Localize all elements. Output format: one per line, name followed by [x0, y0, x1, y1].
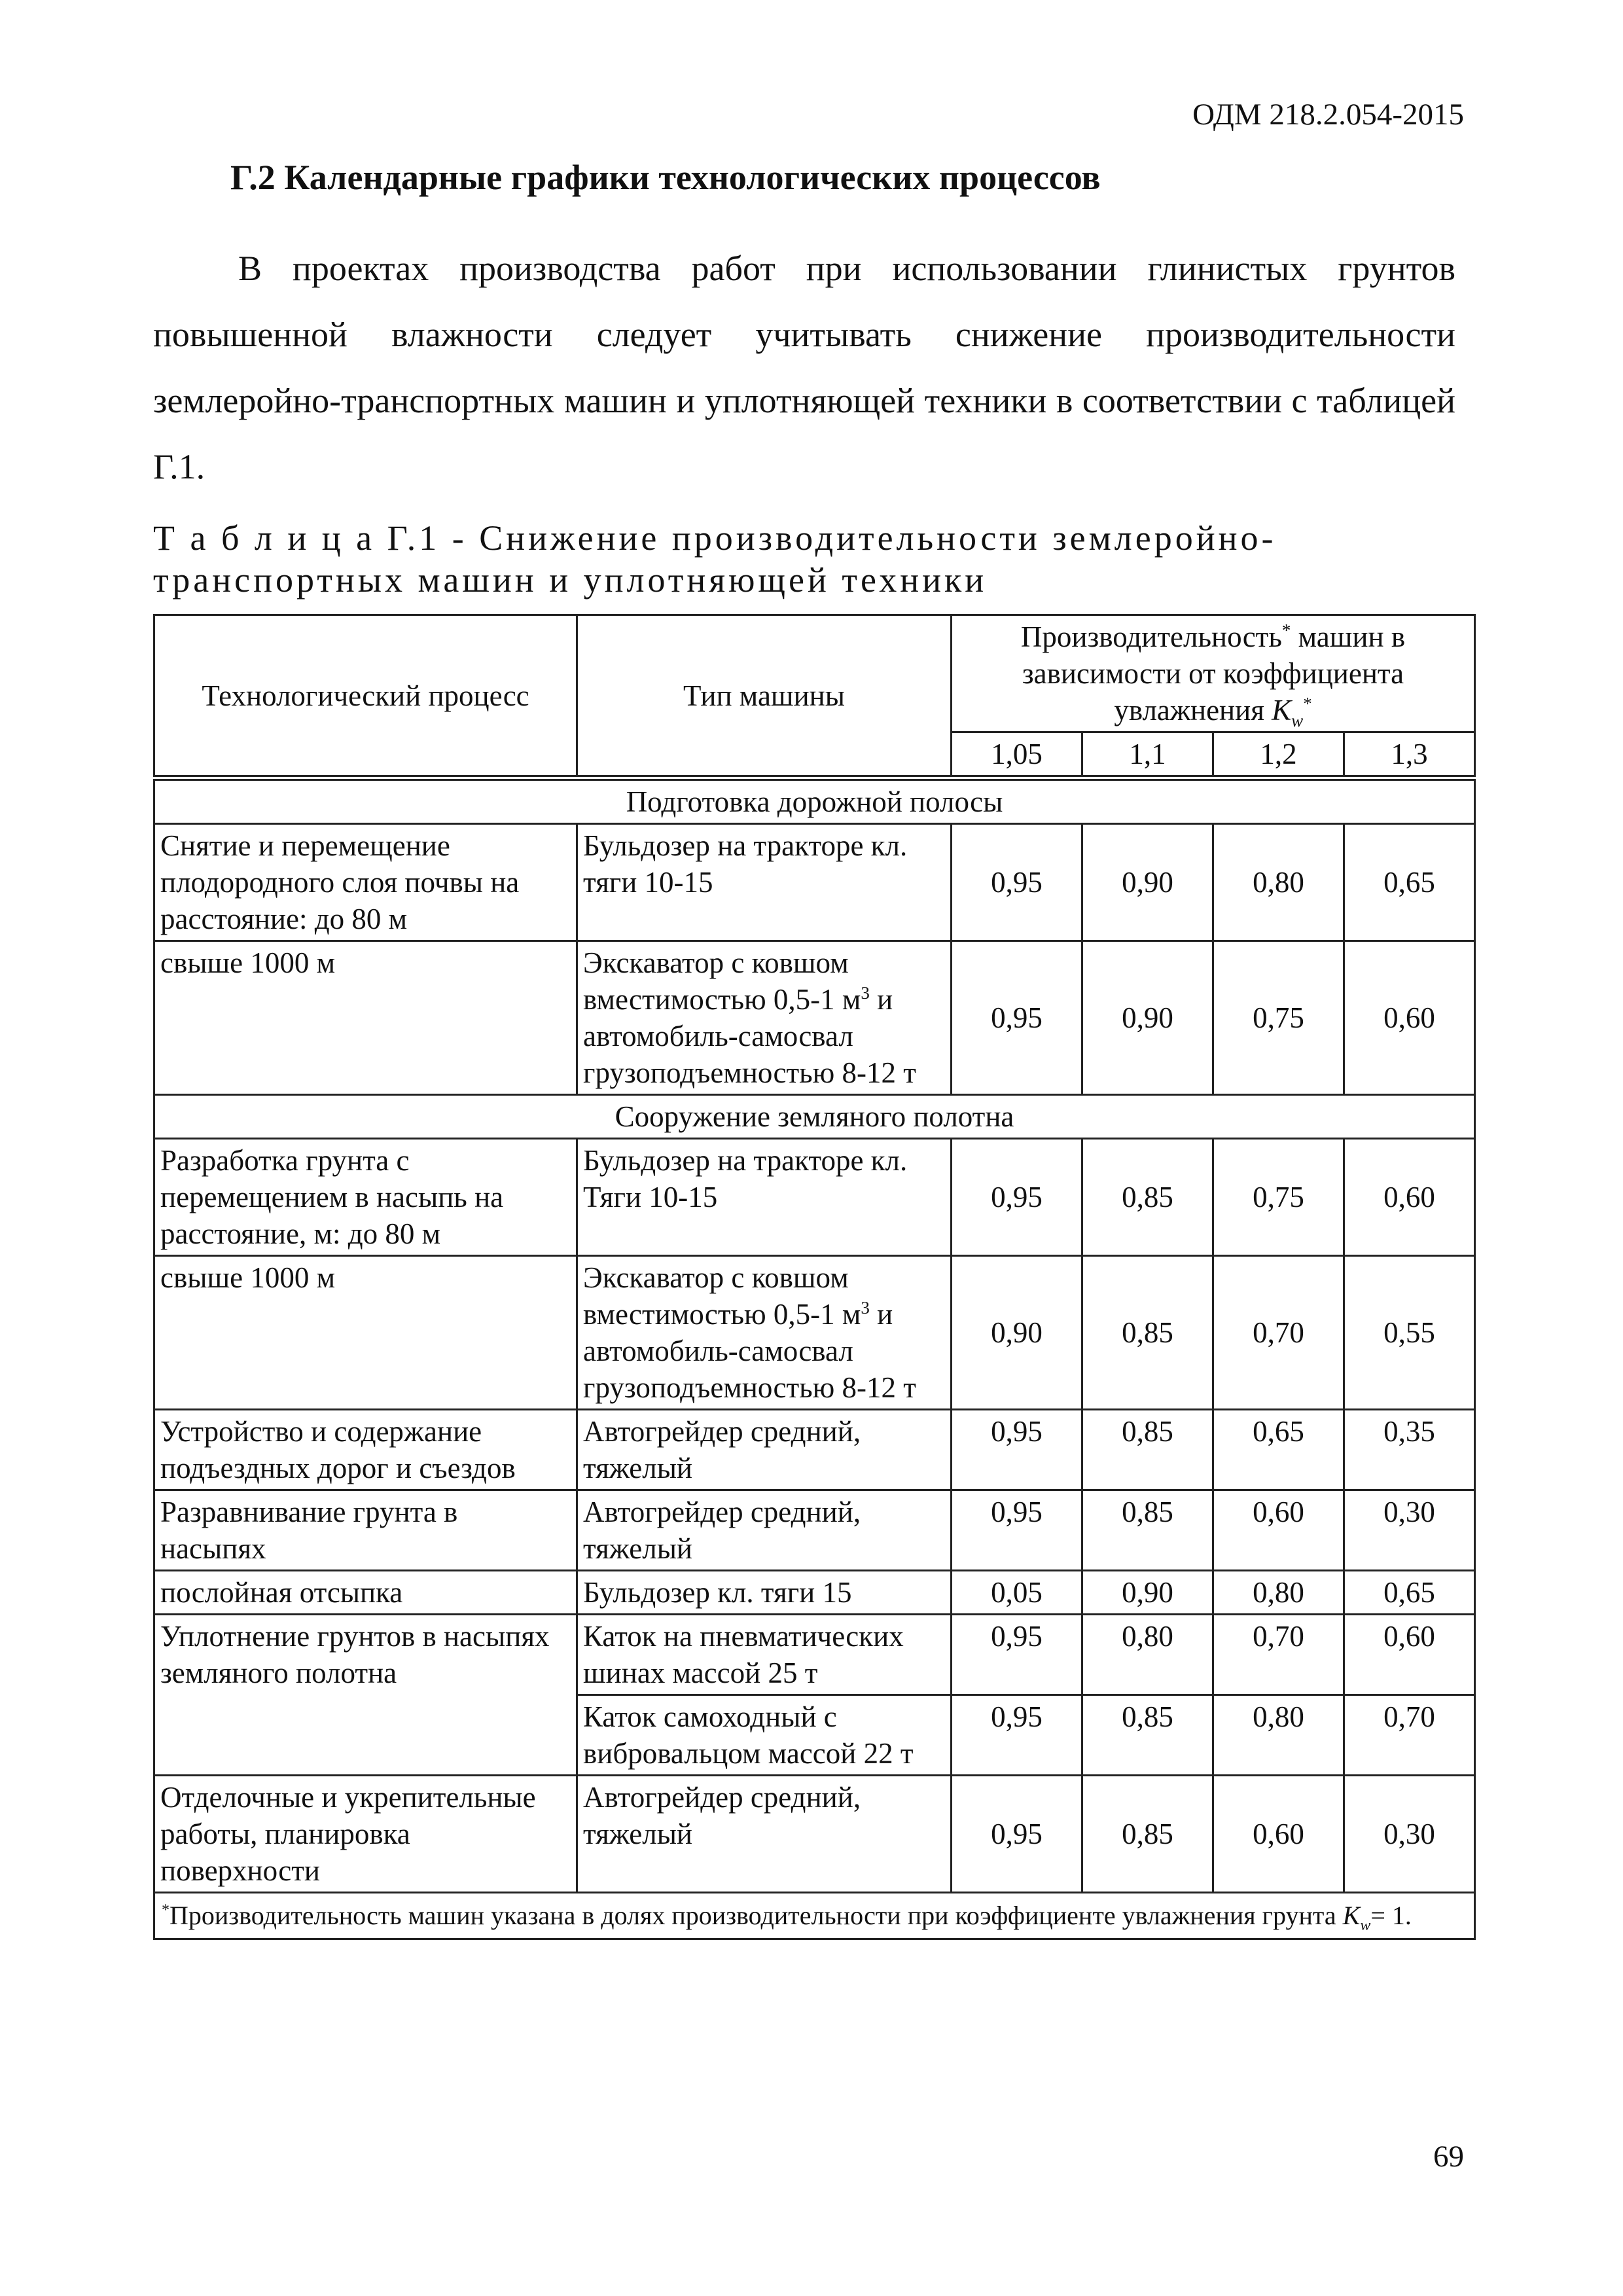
table-row: [154, 1490, 1475, 1571]
table-caption-line-2: транспортных машин и уплотняющей техники: [153, 560, 988, 600]
k-symbol: K: [1272, 694, 1292, 726]
cell-value: 0,80: [1213, 1695, 1344, 1776]
cell-process: Разравнивание грунта в насыпях: [154, 1490, 577, 1571]
cell-value: 0,95: [952, 1776, 1082, 1893]
cell-value: 0,70: [1213, 1615, 1344, 1695]
machine-text: Экскаватор с ковшом вместимостью 0,5-1 м: [583, 946, 861, 1016]
table-footnote: [154, 1893, 1475, 1939]
table-header-row: [154, 615, 1475, 732]
cell-process: Уплотнение грунтов в насыпях земляного полотна: [154, 1615, 577, 1776]
cell-machine: [577, 941, 952, 1095]
footnote-mark: *: [162, 1901, 169, 1919]
document-code: ОДМ 218.2.054-2015: [1192, 98, 1464, 132]
cell-machine: Бульдозер кл. тяги 15: [577, 1571, 952, 1615]
cell-machine: Каток на пневматических шинах массой 25 т: [577, 1615, 952, 1695]
machine-text: и автомобиль-самосвал грузоподъемностью 8-12 т: [583, 1298, 916, 1404]
cell-value: 0,95: [952, 1490, 1082, 1571]
cell-value: 0,70: [1344, 1695, 1475, 1776]
section-row: [154, 1095, 1475, 1139]
section-title: Подготовка дорожной полосы: [154, 778, 1475, 824]
section-title: Сооружение земляного полотна: [154, 1095, 1475, 1139]
cell-process: Отделочные и укрепительные работы, планировка поверхности: [154, 1776, 577, 1893]
table-row: [154, 1776, 1475, 1893]
cell-value: 0,90: [1082, 1571, 1213, 1615]
cell-machine: Автогрейдер средний, тяжелый: [577, 1490, 952, 1571]
header-process: Технологический процесс: [154, 615, 577, 778]
k-value: 1,1: [1082, 732, 1213, 778]
section-heading: Г.2 Календарные графики технологических процессов: [230, 158, 1101, 197]
unit-superscript: 3: [861, 983, 870, 1003]
cell-process: Устройство и содержание подъездных дорог и съездов: [154, 1410, 577, 1490]
table-row: [154, 1615, 1475, 1695]
table-row: [154, 1571, 1475, 1615]
cell-value: 0,90: [1082, 824, 1213, 941]
section-row: [154, 778, 1475, 824]
cell-value: 0,35: [1344, 1410, 1475, 1490]
cell-value: 0,80: [1213, 1571, 1344, 1615]
cell-value: 0,80: [1213, 824, 1344, 941]
header-productivity-line2: зависимости от коэффициента: [1022, 657, 1404, 690]
k-value: 1,05: [952, 732, 1082, 778]
cell-machine: Каток самоходный с вибровальцом массой 22 т: [577, 1695, 952, 1776]
header-productivity-line3: увлажнения: [1114, 694, 1272, 726]
cell-process: свыше 1000 м: [154, 941, 577, 1095]
cell-value: 0,95: [952, 1139, 1082, 1256]
header-productivity-word: Производительность: [1020, 620, 1282, 653]
cell-machine: Бульдозер на тракторе кл. тяги 10-15: [577, 824, 952, 941]
footnote-mark: *: [1281, 620, 1291, 640]
footnote-tail: = 1.: [1370, 1901, 1412, 1930]
cell-value: 0,85: [1082, 1695, 1213, 1776]
cell-process: Снятие и перемещение плодородного слоя почвы на расстояние: до 80 м: [154, 824, 577, 941]
unit-superscript: 3: [861, 1298, 870, 1318]
footnote-row: [154, 1893, 1475, 1939]
cell-value: 0,85: [1082, 1139, 1213, 1256]
cell-value: 0,70: [1213, 1256, 1344, 1410]
page-number: 69: [1433, 2140, 1464, 2174]
machine-text: Экскаватор с ковшом вместимостью 0,5-1 м: [583, 1261, 861, 1331]
intro-paragraph: В проектах производства работ при использовании глинистых грунтов повышенной влажности следует учитывать снижение производительности землеройно-транспортных машин и уплотняющей техники в соответствии с таблицей Г.1.: [153, 249, 1455, 486]
table-caption: [153, 517, 1455, 601]
cell-value: 0,85: [1082, 1490, 1213, 1571]
cell-value: 0,95: [952, 1615, 1082, 1695]
cell-value: 0,30: [1344, 1490, 1475, 1571]
cell-value: 0,85: [1082, 1410, 1213, 1490]
table-row: [154, 941, 1475, 1095]
cell-value: 0,65: [1213, 1410, 1344, 1490]
k-symbol: K: [1342, 1901, 1361, 1930]
cell-value: 0,75: [1213, 1139, 1344, 1256]
table-row: [154, 824, 1475, 941]
footnote-text: Производительность машин указана в долях производительности при коэффициенте увлажнения грунта: [169, 1901, 1343, 1930]
cell-value: 0,75: [1213, 941, 1344, 1095]
cell-value: 0,05: [952, 1571, 1082, 1615]
cell-value: 0,85: [1082, 1776, 1213, 1893]
cell-value: 0,55: [1344, 1256, 1475, 1410]
cell-value: 0,95: [952, 941, 1082, 1095]
cell-machine: Автогрейдер средний, тяжелый: [577, 1410, 952, 1490]
cell-machine: Автогрейдер средний, тяжелый: [577, 1776, 952, 1893]
cell-value: 0,30: [1344, 1776, 1475, 1893]
table-row: [154, 1256, 1475, 1410]
cell-value: 0,85: [1082, 1256, 1213, 1410]
cell-value: 0,60: [1344, 1139, 1475, 1256]
cell-value: 0,60: [1344, 1615, 1475, 1695]
footnote-mark: *: [1303, 694, 1312, 713]
cell-process: послойная отсыпка: [154, 1571, 577, 1615]
table-row: [154, 1410, 1475, 1490]
cell-machine: Бульдозер на тракторе кл. Тяги 10-15: [577, 1139, 952, 1256]
cell-value: 0,60: [1213, 1490, 1344, 1571]
productivity-table: [153, 614, 1476, 1940]
cell-machine: [577, 1256, 952, 1410]
cell-value: 0,95: [952, 1695, 1082, 1776]
cell-value: 0,60: [1344, 941, 1475, 1095]
cell-value: 0,90: [1082, 941, 1213, 1095]
header-machine: Тип машины: [577, 615, 952, 778]
table-caption-line-1: Т а б л и ц а Г.1 - Снижение производительности землеройно-: [153, 518, 1277, 558]
cell-process: Разработка грунта с перемещением в насыпь на расстояние, м: до 80 м: [154, 1139, 577, 1256]
cell-value: 0,65: [1344, 824, 1475, 941]
table-row: [154, 1139, 1475, 1256]
cell-value: 0,95: [952, 1410, 1082, 1490]
header-productivity: [952, 615, 1475, 732]
cell-value: 0,90: [952, 1256, 1082, 1410]
k-subscript: w: [1360, 1917, 1371, 1934]
k-value: 1,3: [1344, 732, 1475, 778]
machine-text: и автомобиль-самосвал грузоподъемностью 8-12 т: [583, 983, 916, 1089]
cell-value: 0,65: [1344, 1571, 1475, 1615]
cell-value: 0,60: [1213, 1776, 1344, 1893]
cell-value: 0,95: [952, 824, 1082, 941]
k-value: 1,2: [1213, 732, 1344, 778]
cell-process: свыше 1000 м: [154, 1256, 577, 1410]
k-subscript: w: [1291, 711, 1304, 730]
header-productivity-rest: машин в: [1291, 620, 1406, 653]
cell-value: 0,80: [1082, 1615, 1213, 1695]
